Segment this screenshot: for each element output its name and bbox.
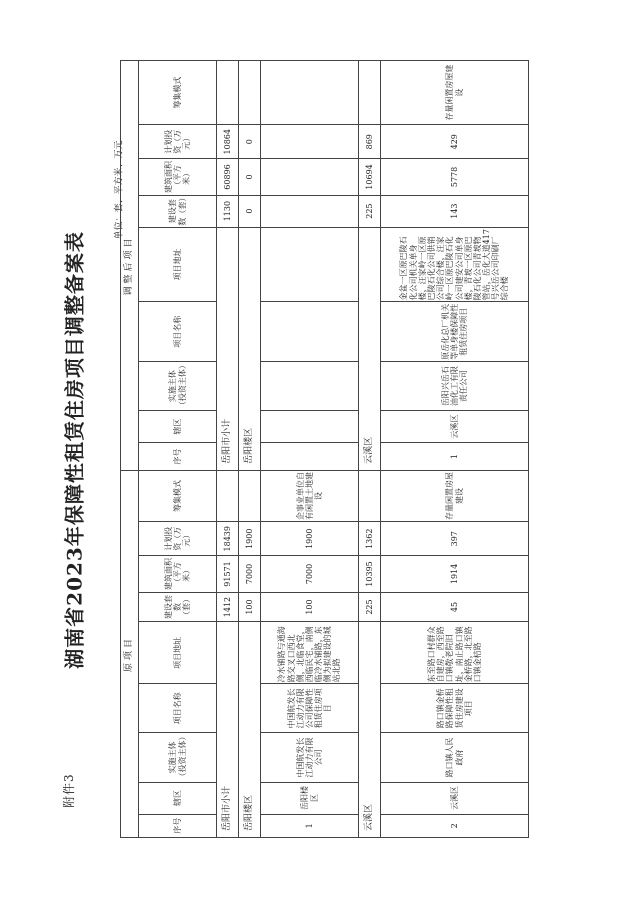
table-row bbox=[261, 61, 359, 838]
unit-note: 单位：套、平方米、万元 bbox=[114, 140, 125, 240]
row2-address: 东至路口村群众自建房，西至路口镇敬老院旧址，南止路口镇金桥路，北至路口镇金桔路 bbox=[381, 622, 529, 684]
subtotal-yyl-label: 岳阳楼区 bbox=[239, 622, 261, 838]
row1-adj-entity bbox=[261, 362, 359, 411]
row2-adj-units: 143 bbox=[381, 195, 529, 227]
header-name: 项目名称 bbox=[139, 684, 217, 733]
row1-adj-district bbox=[261, 411, 359, 443]
row2-entity: 路口镇人民政府 bbox=[381, 733, 529, 782]
row1-units: 100 bbox=[261, 592, 359, 622]
adj-subtotal-yyl-area: 0 bbox=[239, 159, 261, 195]
adj-subtotal-yyl-units: 0 bbox=[239, 195, 261, 227]
row1-adj-area bbox=[261, 159, 359, 195]
subtotal-city-units: 1412 bbox=[217, 592, 239, 622]
row2-adj-mode: 存量闲置房屋建设 bbox=[381, 61, 529, 125]
row1-name: 中国航发长江动力有限公司保障性租赁住房项目 bbox=[261, 684, 359, 733]
header-mode: 筹集模式 bbox=[139, 470, 217, 521]
header-address: 项目地址 bbox=[139, 622, 217, 684]
adj-header-district: 辖区 bbox=[139, 411, 217, 443]
row2-adj-entity: 岳阳兴岳石油化工有限责任公司 bbox=[381, 362, 529, 411]
subtotal-city-mode bbox=[217, 470, 239, 521]
subtotal-city-label: 岳阳市小计 bbox=[217, 622, 239, 838]
adj-subtotal-city-mode bbox=[217, 61, 239, 125]
row2-district: 云溪区 bbox=[381, 782, 529, 814]
subtotal-row-city bbox=[217, 61, 239, 838]
adj-subtotal-yyl-invest: 0 bbox=[239, 125, 261, 159]
subtotal-yx-label: 云溪区 bbox=[359, 622, 381, 838]
annex-label: 附件3 bbox=[62, 773, 76, 808]
row1-adj-mode bbox=[261, 61, 359, 125]
adj-subtotal-city-invest: 10864 bbox=[217, 125, 239, 159]
subtotal-yyl-mode bbox=[239, 470, 261, 521]
row1-seq: 1 bbox=[261, 814, 359, 837]
adj-subtotal-yx-label: 云溪区 bbox=[359, 227, 381, 470]
adj-header-mode: 筹集模式 bbox=[139, 61, 217, 125]
page-title: 湖南省2023年保障性租赁住房项目调整备案表 bbox=[62, 231, 87, 669]
row2-mode: 存量闲置房屋建设 bbox=[381, 470, 529, 521]
header-district: 辖区 bbox=[139, 782, 217, 814]
column-header-row bbox=[139, 61, 217, 838]
adj-header-units: 建设套数（套） bbox=[139, 195, 217, 227]
subtotal-row-yunxi bbox=[359, 61, 381, 838]
row2-area: 1914 bbox=[381, 556, 529, 592]
subtotal-yx-invest: 1362 bbox=[359, 522, 381, 556]
adj-header-address: 项目地址 bbox=[139, 227, 217, 302]
filing-table bbox=[120, 60, 529, 838]
row1-district: 岳阳楼区 bbox=[261, 782, 359, 814]
adj-header-area: 建筑面积（平方米） bbox=[139, 159, 217, 195]
row1-invest: 1900 bbox=[261, 522, 359, 556]
adj-header-entity: 实施主体（投资主体） bbox=[139, 362, 217, 411]
adj-subtotal-city-area: 60896 bbox=[217, 159, 239, 195]
header-seq: 序号 bbox=[139, 814, 217, 837]
row2-seq: 2 bbox=[381, 814, 529, 837]
row1-adj-address bbox=[261, 227, 359, 302]
subtotal-yx-area: 10395 bbox=[359, 556, 381, 592]
group-header-row bbox=[121, 61, 139, 838]
adj-header-name: 项目名称 bbox=[139, 302, 217, 362]
adj-subtotal-city-units: 1130 bbox=[217, 195, 239, 227]
adj-subtotal-yyl-label: 岳阳楼区 bbox=[239, 227, 261, 470]
row2-units: 45 bbox=[381, 592, 529, 622]
row1-adj-units bbox=[261, 195, 359, 227]
row2-adj-district: 云溪区 bbox=[381, 411, 529, 443]
row2-invest: 397 bbox=[381, 522, 529, 556]
row1-adj-name bbox=[261, 302, 359, 362]
row1-mode: 企事业单位自有闲置土地建设 bbox=[261, 470, 359, 521]
header-units: 建设套数（套） bbox=[139, 592, 217, 622]
row1-adj-seq bbox=[261, 443, 359, 471]
adj-header-invest: 计划投资（万元） bbox=[139, 125, 217, 159]
subtotal-yx-mode bbox=[359, 470, 381, 521]
row1-entity: 中国航发长江动力有限公司 bbox=[261, 733, 359, 782]
table-container bbox=[120, 60, 528, 838]
subtotal-city-area: 91571 bbox=[217, 556, 239, 592]
row2-adj-seq: 1 bbox=[381, 443, 529, 471]
adj-subtotal-yx-units: 225 bbox=[359, 195, 381, 227]
table-row bbox=[381, 61, 529, 838]
header-area: 建筑面积（平方米） bbox=[139, 556, 217, 592]
subtotal-yyl-area: 7000 bbox=[239, 556, 261, 592]
adj-header-seq: 序号 bbox=[139, 443, 217, 471]
row1-adj-invest bbox=[261, 125, 359, 159]
group-original: 原项目 bbox=[121, 470, 139, 837]
row2-adj-address: 金盆一区原巴陵石化公司机关单身楼，汪家岭一区原巴陵石化公司供销公司综合楼，汪家岭一区原巴陵石化公司建安公司单身楼，青坡一区原巴陵石化公司青坡物管站，岳化大道417号兴岳公司印刷厂综合楼 bbox=[381, 227, 529, 302]
subtotal-yyl-invest: 1900 bbox=[239, 522, 261, 556]
subtotal-row-yueyanglou bbox=[239, 61, 261, 838]
row2-adj-area: 5778 bbox=[381, 159, 529, 195]
adj-subtotal-yyl-mode bbox=[239, 61, 261, 125]
row2-adj-name: 原岳化总厂机关等单身楼保障性租赁住房项目 bbox=[381, 302, 529, 362]
adj-subtotal-city-label: 岳阳市小计 bbox=[217, 227, 239, 470]
subtotal-yyl-units: 100 bbox=[239, 592, 261, 622]
subtotal-city-invest: 18439 bbox=[217, 522, 239, 556]
subtotal-yx-units: 225 bbox=[359, 592, 381, 622]
row2-name: 路口镇金桥路保障性租赁住房建设项目 bbox=[381, 684, 529, 733]
adj-subtotal-yx-mode bbox=[359, 61, 381, 125]
row2-adj-invest: 429 bbox=[381, 125, 529, 159]
adj-subtotal-yx-invest: 869 bbox=[359, 125, 381, 159]
row1-address: 冷水铺路与通海路交叉口西北侧，北临食堂，西临民宅，南侧临冷水铺路，东侧为拟建设的城站北路 bbox=[261, 622, 359, 684]
row1-area: 7000 bbox=[261, 556, 359, 592]
header-entity: 实施主体（投资主体） bbox=[139, 733, 217, 782]
adj-subtotal-yx-area: 10694 bbox=[359, 159, 381, 195]
group-adjusted: 调整后项目 bbox=[121, 61, 139, 471]
header-invest: 计划投资（万元） bbox=[139, 522, 217, 556]
